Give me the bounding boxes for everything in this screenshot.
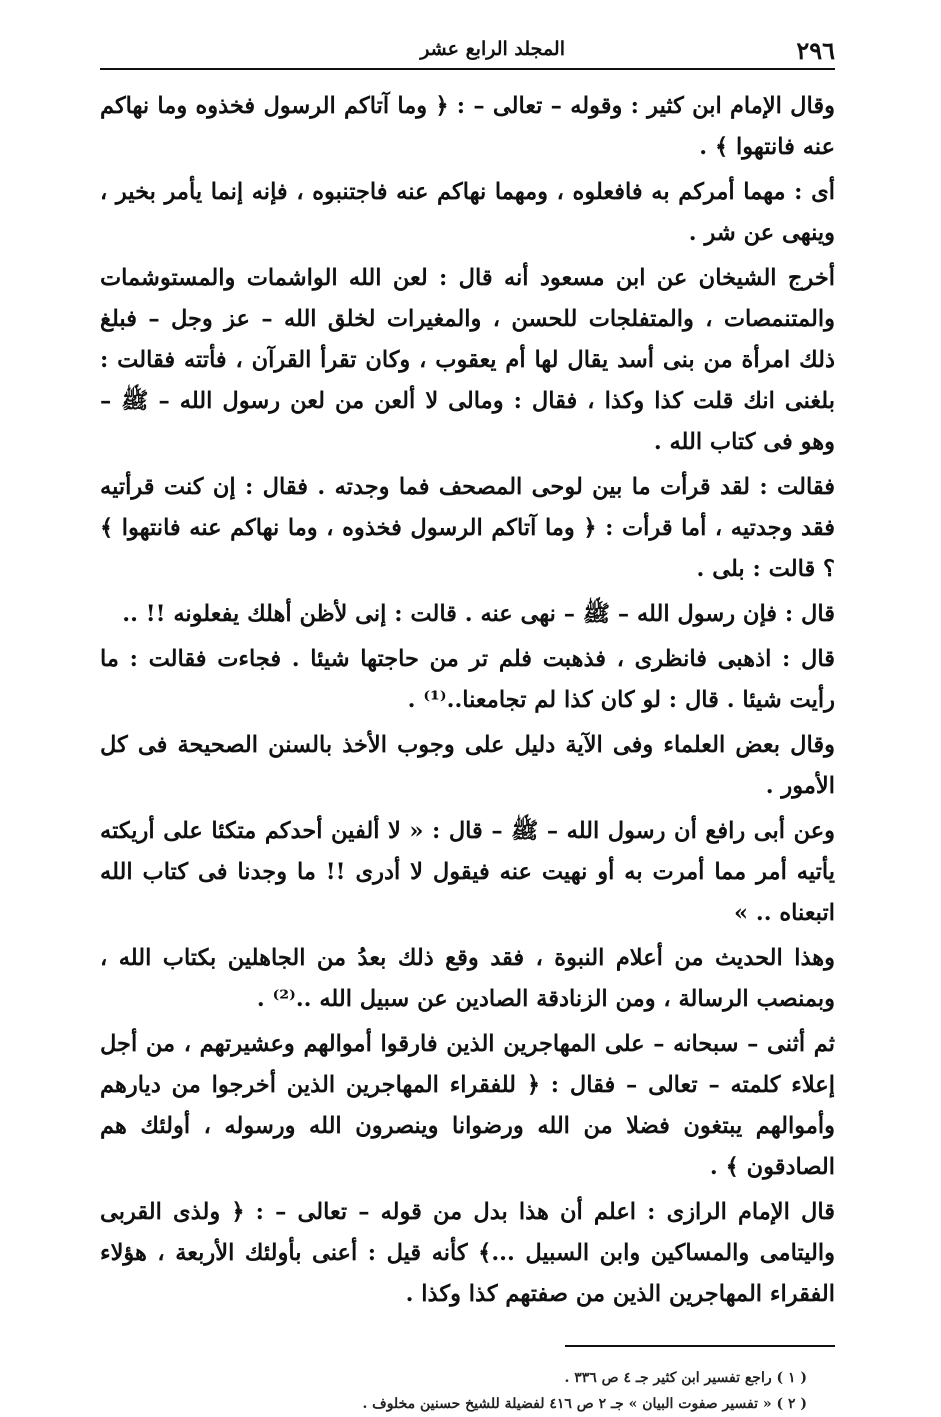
paragraph: وقال الإمام ابن كثير : وقوله – تعالى – : ﴿ وما آتاكم الرسول فخذوه وما نهاكم عنه فانتهوا ﴾ .	[100, 93, 835, 160]
paragraph: أى : مهما أمركم به فافعلوه ، ومهما نهاكم عنه فاجتنبوه ، فإنه إنما يأمر بخير ، وينهى عن شر .	[100, 179, 835, 246]
paragraph: ثم أثنى – سبحانه – على المهاجرين الذين فارقوا أموالهم وعشيرتهم ، من أجل إعلاء كلمته – تعالى – فقال : ﴿ للفقراء المهاجرين الذين أخرجوا من ديارهم وأموالهم يبتغون فضلا من الله ورضوانا وينصرون الله ورسوله ، أولئك هم الصادقون ﴾ .	[100, 1031, 835, 1180]
page-header	[100, 30, 835, 70]
paragraph: وهذا الحديث من أعلام النبوة ، فقد وقع ذلك بعدُ من الجاهلين بكتاب الله ، وبمنصب الرسالة ، ومن الزنادقة الصادين عن سبيل الله ..⁽²⁾ .	[100, 945, 835, 1012]
paragraph: قال الإمام الرازى : اعلم أن هذا بدل من قوله – تعالى – : ﴿ ولذى القربى واليتامى والمساكين وابن السبيل ...﴾ كأنه قيل : أعنى بأولئك الأربعة ، هؤلاء الفقراء المهاجرين الذين من صفتهم كذا وكذا .	[100, 1199, 835, 1307]
page-body	[100, 86, 835, 1315]
footnote-separator	[565, 1345, 835, 1347]
footnote: ( ١ ) راجع تفسير ابن كثير جـ ٤ ص ٣٣٦ .	[564, 1370, 807, 1386]
page-number: ٢٩٦	[796, 36, 835, 65]
paragraph: قال : اذهبى فانظرى ، فذهبت فلم تر من حاجتها شيئا . فجاءت فقالت : ما رأيت شيئا . قال : لو كان كذا لم تجامعنا..⁽¹⁾ .	[100, 646, 835, 713]
paragraph: أخرج الشيخان عن ابن مسعود أنه قال : لعن الله الواشمات والمستوشمات والمتنمصات ، والمتفلجات للحسن ، والمغيرات لخلق الله – عز وجل – فبلغ ذلك امرأة من بنى أسد يقال لها أم يعقوب ، وكان تقرأ القرآن ، فأتته فقالت : بلغنى انك قلت كذا وكذا ، فقال : ومالى لا ألعن من لعن رسول الله – ﷺ – وهو فى كتاب الله .	[100, 265, 835, 455]
paragraph: وعن أبى رافع أن رسول الله – ﷺ – قال : « لا ألفين أحدكم متكئا على أريكته يأتيه أمر مما أمرت به أو نهيت عنه فيقول لا أدرى !! ما وجدنا فى كتاب الله اتبعناه .. »	[100, 818, 835, 926]
book-page	[100, 30, 835, 1417]
running-title: المجلد الرابع عشر	[420, 38, 565, 60]
footnotes	[100, 1365, 835, 1417]
paragraph: قال : فإن رسول الله – ﷺ – نهى عنه . قالت : إنى لأظن أهلك يفعلونه !! ..	[122, 601, 835, 627]
paragraph: وقال بعض العلماء وفى الآية دليل على وجوب الأخذ بالسنن الصحيحة فى كل الأمور .	[100, 732, 835, 799]
footnote: ( ٢ ) « تفسير صفوت البيان » جـ ٢ ص ٤١٦ لفضيلة للشيخ حسنين مخلوف .	[362, 1396, 807, 1412]
paragraph: فقالت : لقد قرأت ما بين لوحى المصحف فما وجدته . فقال : إن كنت قرأتيه فقد وجدتيه ، أما قرأت : ﴿ وما آتاكم الرسول فخذوه ، وما نهاكم عنه فانتهوا ﴾ ؟ قالت : بلى .	[100, 474, 835, 582]
